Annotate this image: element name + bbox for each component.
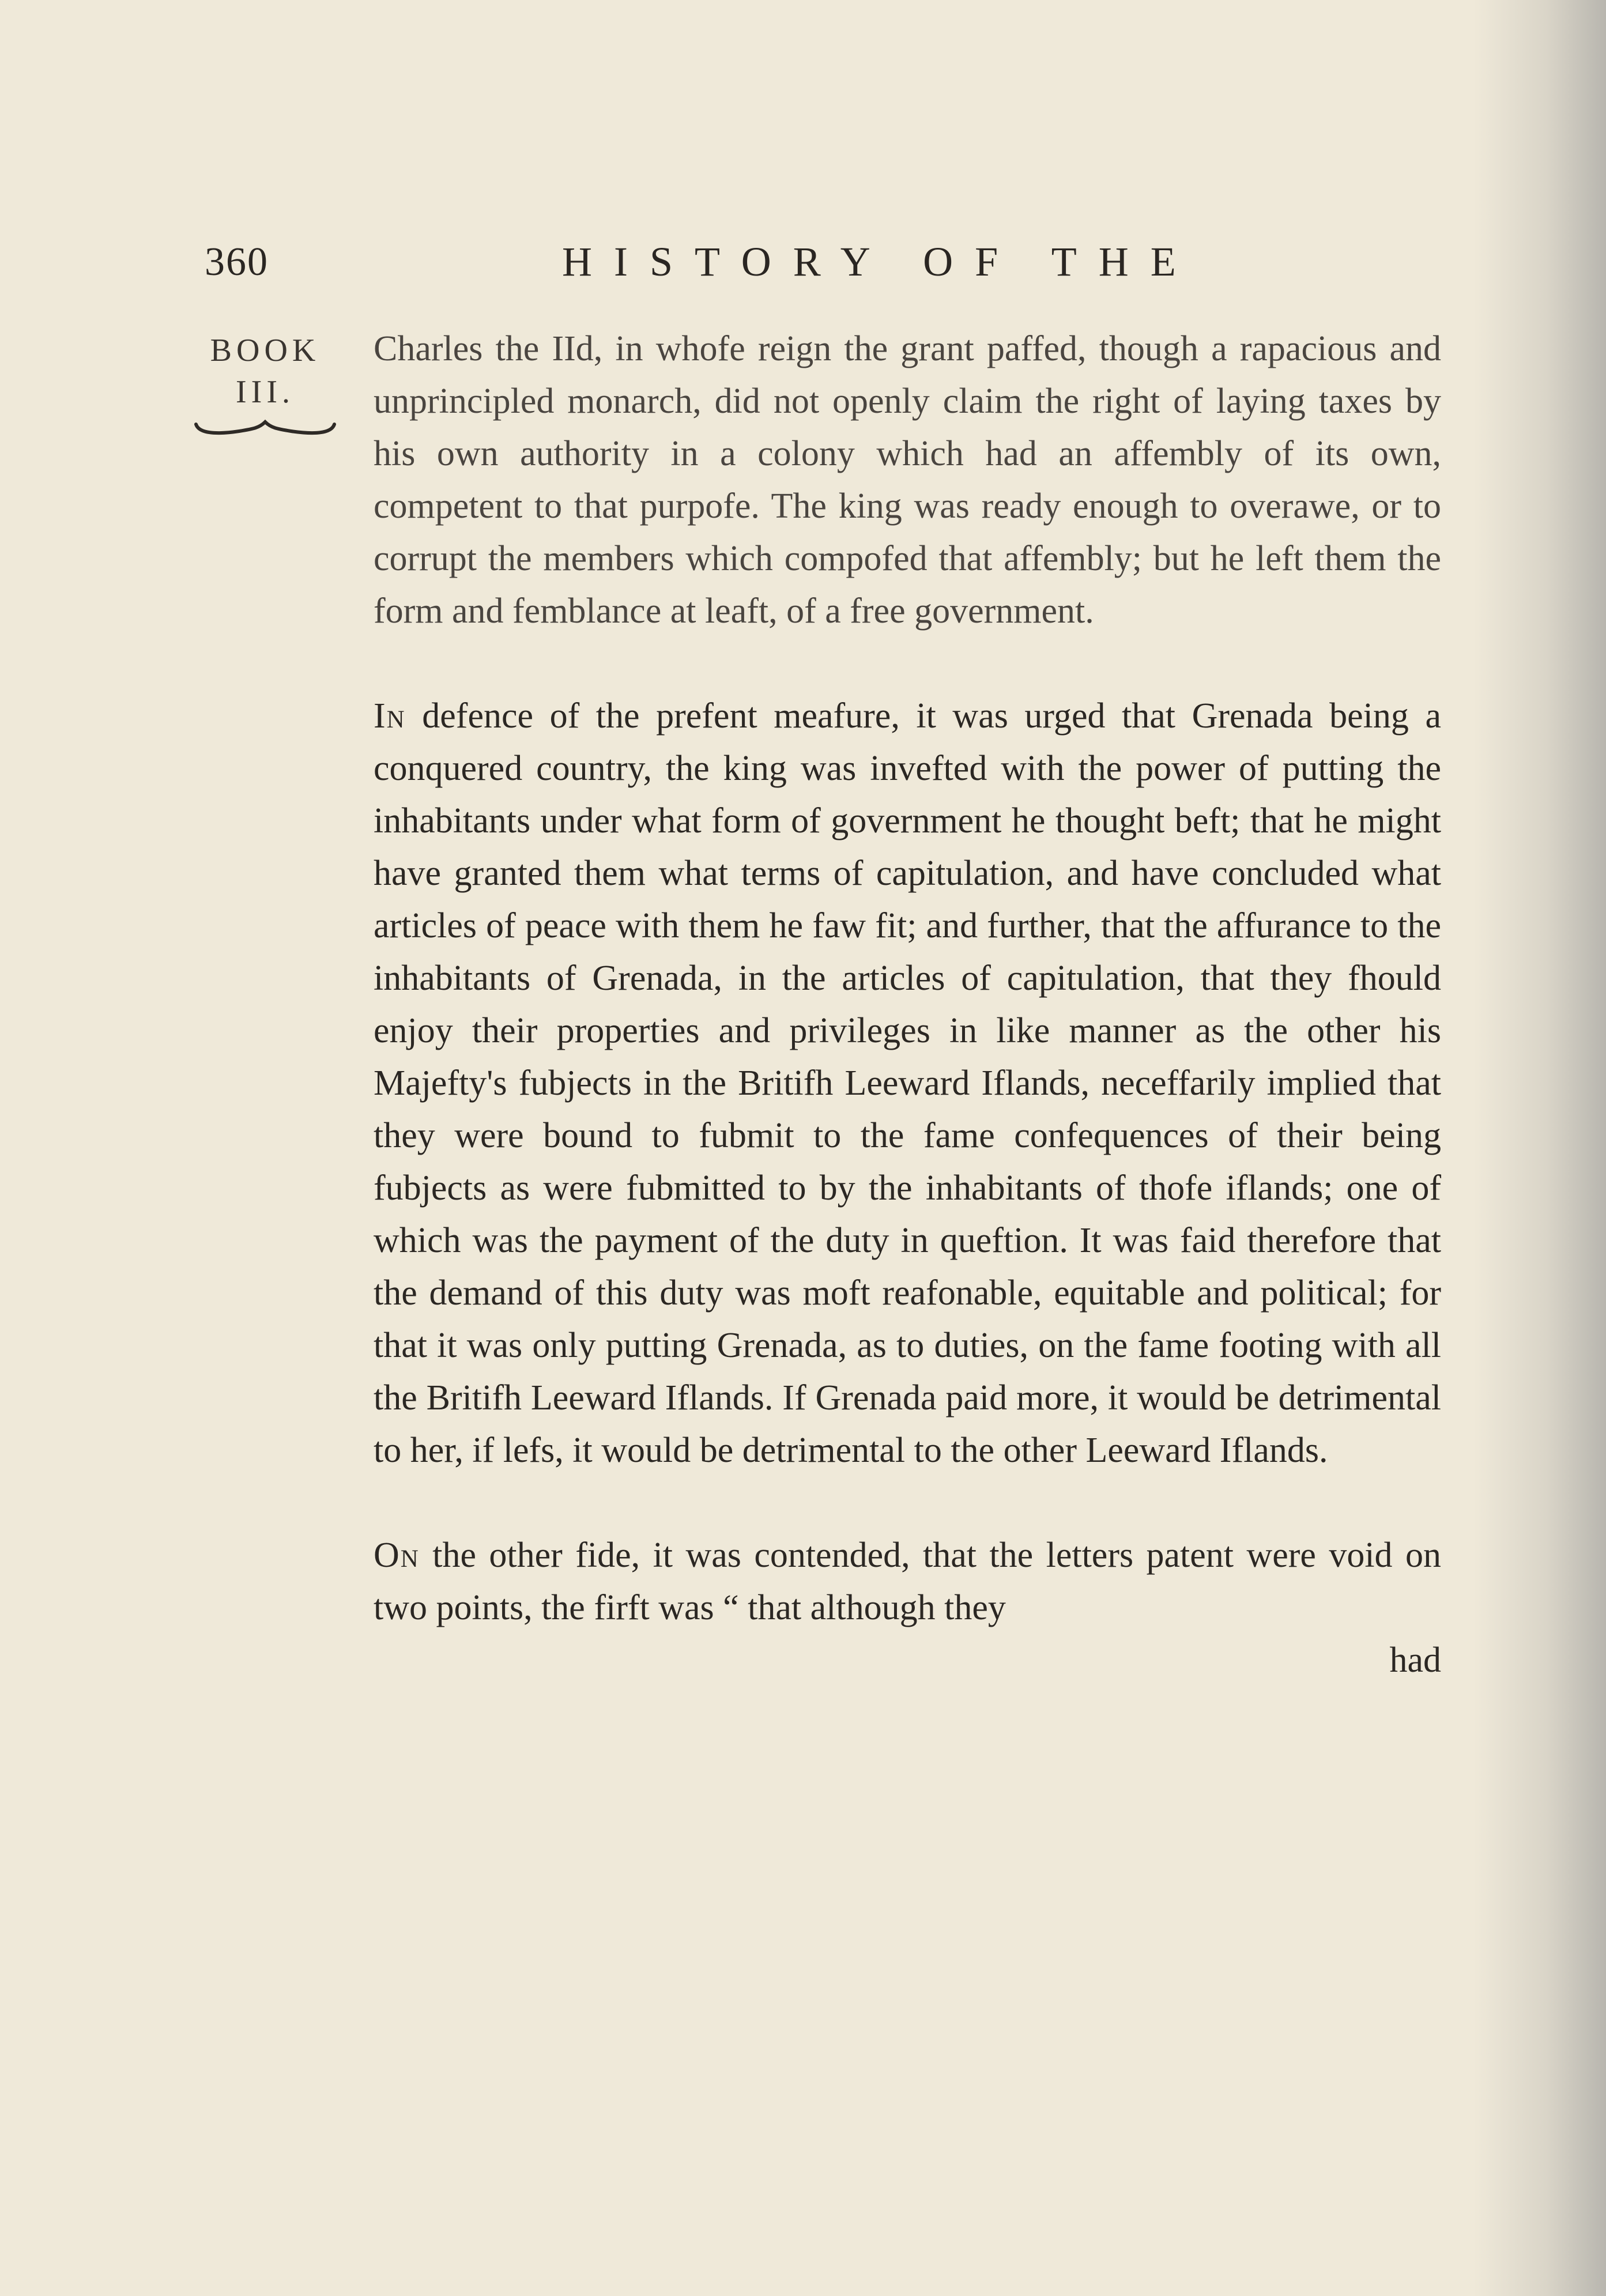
paragraph-text: Charles the IId, in whofe reign the grant paffed, though a rapacious and unprincipled monarch, did not openly claim the right of laying taxes by his own authority in a colony which had an affembly of its own, competent to that purpofe. The king was ready enough to overawe, or to corrupt the members which compofed that affembly; but he left them the form and femblance at leaft, of a free government. [374,329,1441,631]
paragraph-text: the other fide, it was contended, that the letters patent were void on two points, the firft was “ that although they [374,1536,1441,1627]
paragraph-1 [374,323,1441,638]
catchword: had [1389,1641,1441,1680]
book-label: BOOK [210,333,321,368]
paragraph-3 [374,1529,1441,1634]
page-number: 360 [205,240,269,284]
paragraph-2 [374,690,1441,1477]
running-head [205,233,1248,297]
paragraph-lead: In [374,696,406,736]
paragraph-text: defence of the prefent meafure, it was urged that Grenada being a conquered country, the king was invefted with the power of putting the inhabitants under what form of government he thought beft; that he might have granted them what terms of capitulation, and have concluded what articles of peace with them he faw fit; and further, that the affurance to the inhabitants of Grenada, in the articles of capitulation, that they fhould enjoy their properties and privileges in like manner as the other his Majefty's fubjects in the Britifh Leeward Iflands, neceffarily implied that they were bound to fubmit to the fame confequences of their being fubjects as were fubmitted to by the inhabitants of thofe iflands; one of which was the payment of the duty in queftion. It was faid therefore that the demand of this duty was moft reafonable, equitable and political; for that it was only putting Grenada, as to duties, on the fame footing with all the Britifh Leeward Iflands. If Grenada paid more, it would be detrimental to her, if lefs, it would be detrimental to the other Leeward Iflands. [374,696,1441,1470]
brace-ornament-icon [193,417,337,440]
margin-note [190,330,340,440]
spine-shadow [1473,0,1606,2296]
book-number: III. [236,374,295,410]
running-title: HISTORY OF THE [562,239,1198,285]
paragraph-lead: On [374,1536,420,1575]
body-text [374,323,1441,1687]
